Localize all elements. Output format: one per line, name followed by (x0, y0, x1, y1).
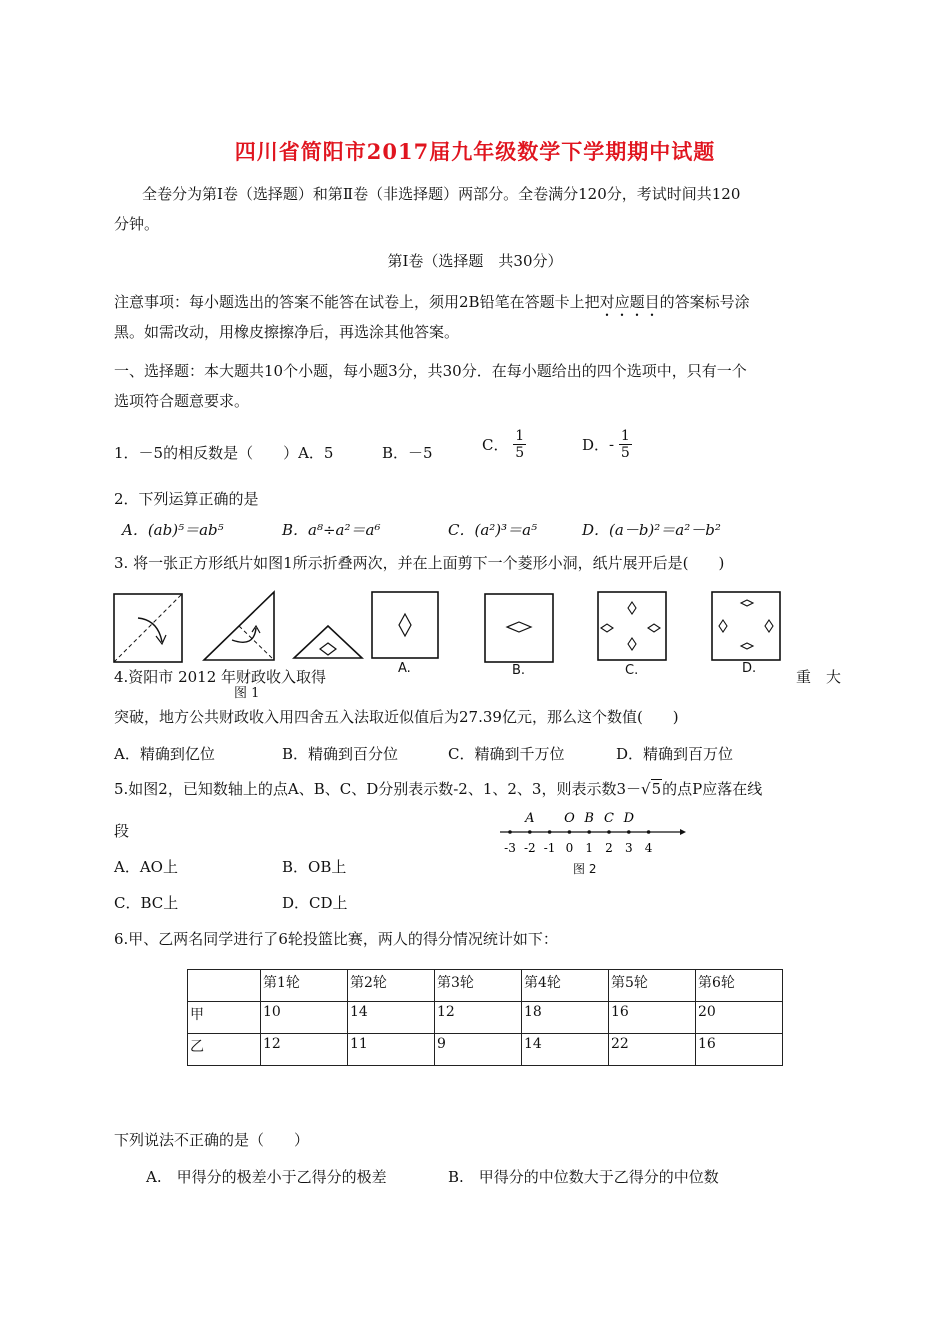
number-line-dot (607, 830, 611, 834)
q2-option-c: C．(a²)³＝a⁵ (448, 521, 538, 539)
number-line-point-labels (524, 811, 634, 826)
table-cell: 22 (609, 1034, 696, 1066)
q3-stem: 3. 将一张正方形纸片如图1所示折叠两次，并在上面剪下一个菱形小洞，纸片展开后是( ) (114, 554, 725, 572)
page-title: 四川省简阳市2017届九年级数学下学期期中试题 (234, 139, 716, 164)
intro-line-1: 全卷分为第Ⅰ卷（选择题）和第Ⅱ卷（非选择题）两部分。全卷满分120分，考试时间共120 (142, 185, 741, 203)
notice-line-2: 黑。如需改动，用橡皮擦擦净后，再选涂其他答案。 (114, 323, 460, 341)
q4-line-1a: 4.资阳市 2012 年财政收入取得 (114, 668, 327, 686)
q2-option-d: D．(a－b)²＝a²－b² (582, 521, 721, 539)
number-line-dot (548, 830, 552, 834)
number-line-dot (647, 830, 651, 834)
number-line-dot (508, 830, 512, 834)
q1-fraction-d-den: 5 (620, 445, 630, 462)
q6-stem: 6.甲、乙两名同学进行了6轮投篮比赛，两人的得分情况统计如下： (114, 930, 558, 948)
q5-option-a: A．AO上 (114, 858, 178, 876)
q1-fraction-d (619, 428, 632, 461)
q5-line-1b: 的点P应落在线 (662, 780, 763, 798)
number-line-tick-labels (504, 841, 653, 855)
number-line-dot (627, 830, 631, 834)
q5-line-1 (114, 778, 762, 799)
number-line-point-label: A (525, 811, 535, 826)
number-line-tick-label: 4 (644, 841, 653, 855)
q1-fraction-c (513, 428, 526, 461)
option-b-figure[interactable] (485, 594, 553, 662)
table-cell: 12 (261, 1034, 348, 1066)
q4-option-c: C．精确到千万位 (448, 745, 565, 763)
q1-option-c-label: C． (482, 436, 509, 455)
q5-line-2: 段 (114, 822, 130, 840)
option-b-label: B. (512, 663, 526, 678)
number-line-tick-label: -3 (504, 841, 516, 855)
fold-step-3-figure (294, 626, 362, 658)
option-a-label: A. (398, 661, 411, 676)
option-c-figure[interactable] (598, 592, 666, 660)
table-header-cell: 第2轮 (348, 970, 435, 1002)
number-line-tick-label: 0 (565, 841, 574, 855)
table-cell: 14 (522, 1034, 609, 1066)
figure-1-caption: 图 1 (234, 686, 260, 701)
notice-line-1 (114, 291, 750, 320)
q1-fraction-c-den: 5 (515, 445, 525, 462)
table-cell: 16 (696, 1034, 783, 1066)
q1-option-b: B．－5 (382, 444, 433, 462)
number-line-point-label: D (623, 811, 635, 826)
q6-option-a: A. 甲得分的极差小于乙得分的极差 (146, 1168, 387, 1186)
table-header-cell: 第1轮 (261, 970, 348, 1002)
table-cell: 14 (348, 1002, 435, 1034)
q1-option-d-sign: - (609, 435, 615, 454)
number-line-tick-label: 1 (585, 841, 594, 855)
number-line-point-label: C (604, 811, 614, 826)
q2-option-b: B．a⁸÷a²＝a⁶ (282, 521, 381, 539)
table-cell: 9 (435, 1034, 522, 1066)
q5-option-b: B．OB上 (282, 858, 347, 876)
number-line-point-label: B (584, 811, 594, 826)
q4-option-a: A．精确到亿位 (114, 745, 215, 763)
q1-option-d (582, 428, 632, 461)
q4-option-b: B．精确到百分位 (282, 745, 399, 763)
fold-step-1-figure (114, 594, 182, 662)
table-row (188, 1034, 783, 1066)
q4-line-1b: 重 大 (796, 668, 842, 686)
option-c-label: C. (625, 663, 639, 678)
table-cell: 甲 (188, 1002, 261, 1034)
number-line-point-label: O (564, 811, 575, 826)
q1-option-d-label: D． (582, 436, 610, 455)
option-d-figure[interactable] (712, 592, 780, 660)
figure-2-caption: 图 2 (573, 862, 597, 876)
score-table (187, 969, 783, 1066)
number-line-tick-label: -2 (523, 841, 536, 855)
q6-option-b: B. 甲得分的中位数大于乙得分的中位数 (448, 1168, 719, 1186)
q1-fraction-d-num: 1 (620, 428, 630, 444)
table-cell: 20 (696, 1002, 783, 1034)
number-line-dot (528, 830, 532, 834)
notice-text-a: 注意事项：每小题选出的答案不能答在试卷上，须用2B铅笔在答题卡上把 (114, 293, 600, 311)
option-a-figure[interactable] (372, 592, 438, 658)
notice-emphasis: 对应题目 (599, 293, 660, 311)
section1-line-2: 选项符合题意要求。 (114, 392, 250, 410)
table-header-cell: 第3轮 (435, 970, 522, 1002)
number-line-tick-label: -1 (543, 841, 556, 855)
section1-line-1: 一、选择题：本大题共10个小题，每小题3分，共30分．在每小题给出的四个选项中，只有一个 (114, 362, 747, 380)
q2-option-a: A．(ab)⁵＝ab⁵ (122, 521, 224, 539)
table-header-row (188, 970, 783, 1002)
table-header-cell (188, 970, 261, 1002)
table-cell: 16 (609, 1002, 696, 1034)
number-line-arrow (680, 829, 686, 835)
sqrt-value: 5 (651, 780, 662, 798)
table-cell: 12 (435, 1002, 522, 1034)
table-header-cell: 第5轮 (609, 970, 696, 1002)
table-cell: 10 (261, 1002, 348, 1034)
table-row (188, 1002, 783, 1034)
q5-option-c: C．BC上 (114, 894, 179, 912)
fold-step-2-figure (204, 592, 274, 660)
table-header-cell: 第4轮 (522, 970, 609, 1002)
number-line-dot (568, 830, 572, 834)
intro-line-2: 分钟。 (114, 215, 160, 233)
table-cell: 11 (348, 1034, 435, 1066)
q5-line-1a: 5.如图2，已知数轴上的点A、B、C、D分别表示数-2、1、2、3，则表示数3－ (114, 780, 642, 798)
number-line-tick-label: 2 (605, 841, 613, 855)
q4-option-d: D．精确到百万位 (616, 745, 734, 763)
q1-fraction-c-num: 1 (515, 428, 525, 444)
option-d-label: D. (742, 661, 757, 676)
table-cell: 18 (522, 1002, 609, 1034)
table-cell: 乙 (188, 1034, 261, 1066)
part1-heading: 第Ⅰ卷（选择题 共30分） (387, 252, 563, 270)
q2-stem: 2．下列运算正确的是 (114, 490, 259, 508)
sqrt-symbol: √ (641, 780, 651, 798)
notice-text-b: 的答案标号涂 (659, 293, 750, 311)
number-line-tick-label: 3 (624, 841, 633, 855)
number-line-dot (587, 830, 591, 834)
table-header-cell: 第6轮 (696, 970, 783, 1002)
q1-option-c (482, 428, 526, 461)
q1-stem: 1．－5的相反数是（ ）A．5 (114, 444, 334, 462)
q6-question: 下列说法不正确的是（ ） (114, 1131, 310, 1149)
q4-line-2: 突破，地方公共财政收入用四舍五入法取近似值后为27.39亿元，那么这个数值( ) (114, 708, 679, 726)
q5-option-d: D．CD上 (282, 894, 348, 912)
